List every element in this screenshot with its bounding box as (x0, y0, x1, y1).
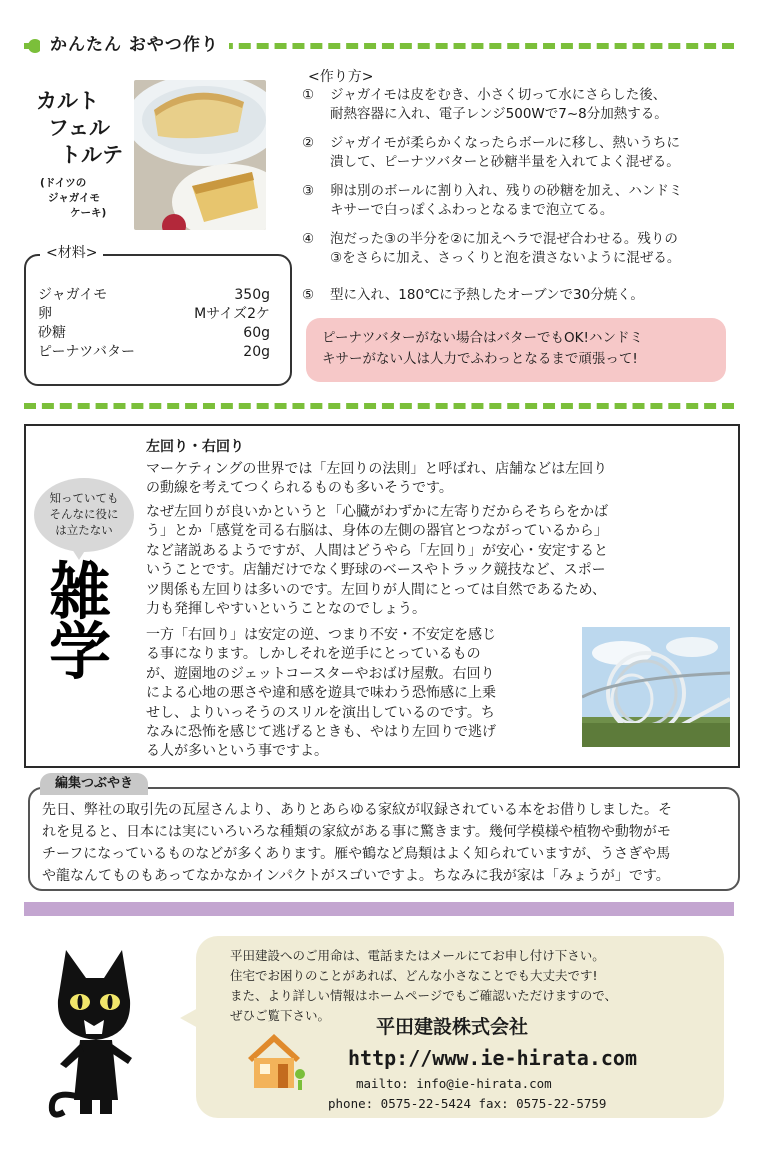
bubble-line: 知っていても (49, 491, 119, 505)
website-link[interactable]: http://www.ie-hirata.com (348, 1046, 637, 1070)
method-step (302, 286, 728, 305)
editor-line: や龍なんてものもあってなかなかインパクトがスゴいですよ。ちなみに我が家は「みょうが」です。 (42, 868, 670, 884)
step-number: ④ (302, 231, 315, 247)
trivia-kanji-zatsu: 雑 (48, 555, 111, 628)
method-title: <作り方> (308, 69, 374, 85)
ingredient-name: ピーナツバター (38, 344, 136, 360)
method-step (302, 230, 728, 268)
trivia-title: 左回り・右回り (146, 439, 244, 455)
para-line: 一方「右回り」は安定の逆、つまり不安・不安定を感じ (146, 627, 496, 643)
step-line: ③をさらに加え、さっくりと泡を潰さないように混ぜる。 (330, 250, 681, 266)
para-line: マーケティングの世界では「左回りの法則」と呼ばれ、店舗などは左回り (146, 461, 608, 477)
ingredient-amount: Mサイズ2ケ (194, 306, 270, 322)
step-line: ジャガイモは皮をむき、小さく切って水にさらした後、 (330, 87, 667, 103)
ingredient-amount: 60g (243, 325, 270, 341)
editor-note-tab: 編集つぶやき (40, 773, 148, 795)
para-line: など諸説あるようですが、人間はどうやら「左回り」が安心・安定すると (146, 542, 608, 559)
editor-line: チーフになっているものなどが多くあります。雁や鶴など鳥類はよく知られていますが、うさぎや馬 (42, 846, 671, 862)
trivia-paragraph-3 (146, 626, 496, 762)
step-line: 卵は別のボールに割り入れ、残りの砂糖を加え、ハンドミ (330, 183, 683, 199)
black-cat-illustration-icon (40, 940, 150, 1120)
para-line: る事になります。しかしそれを逆手にとっているもの (146, 646, 481, 663)
cake-photo (134, 80, 266, 230)
editor-note-box (28, 787, 740, 891)
para-line: なみに恐怖を感じて逃げるときも、やはり左回りで逃げ (146, 724, 496, 741)
step-number: ① (302, 87, 315, 103)
tip-note-line: キサーがない人は人力でふわっとなるまで頑張って! (322, 351, 638, 367)
footer-line: 住宅でお困りのことがあれば、どんな小さなことでも大丈夫です! (230, 968, 598, 983)
trivia-paragraph-1 (146, 460, 607, 499)
ingredient-amount: 350g (234, 287, 270, 303)
step-line: ジャガイモが柔らかくなったらボールに移し、熱いうちに (330, 135, 681, 151)
tip-note (306, 318, 726, 382)
para-line: が、遊園地のジェットコースターやおばけ屋敷。右回り (146, 665, 495, 682)
para-line: 力も発揮しやすいということなのでしょう。 (146, 601, 426, 618)
bubble-line: は立たない (55, 523, 113, 537)
step-number: ③ (302, 183, 315, 199)
method-step (302, 86, 728, 124)
dish-name-line: フェル (48, 116, 110, 140)
para-line: による心地の悪さや違和感を遊具で味わう恐怖感に上乗 (146, 685, 496, 702)
para-line: せし、よりいっそうのスリルを演出しているのです。ち (146, 704, 495, 721)
house-logo-icon (244, 1030, 308, 1092)
para-line: る人が多いという事ですよ。 (146, 743, 328, 760)
section-divider-bar (24, 902, 734, 916)
bubble-line: そんなに役に (49, 507, 119, 521)
para-line: の動線を考えてつくられるものも多いそうです。 (146, 480, 453, 497)
trivia-speech-bubble (34, 478, 134, 552)
step-number: ⑤ (302, 287, 315, 303)
editor-line: れを見ると、日本には実にいろいろな種類の家紋がある事に驚きます。幾何学模様や植物や動物がモ (42, 824, 671, 840)
trivia-paragraph-2 (146, 503, 608, 619)
tip-note-line: ピーナツバターがない場合はバターでもOK!ハンドミ (322, 330, 643, 346)
footer-bubble-tail (180, 1008, 198, 1028)
dish-name-line: トルテ (60, 143, 123, 167)
roller-coaster-photo (582, 627, 730, 747)
para-line: なぜ左回りが良いかというと「心臓がわずかに左寄りだからそちらをかば (146, 504, 608, 520)
method-step (302, 182, 728, 220)
company-name: 平田建設株式会社 (376, 1016, 529, 1038)
method-step (302, 134, 728, 172)
dish-subtitle-line: (ドイツの (40, 177, 87, 189)
step-line: 潰して、ピーナツバターと砂糖半量を入れてよく混ぜる。 (330, 154, 680, 170)
footer-line: また、より詳しい情報はホームページでもご確認いただけますので、 (230, 988, 618, 1003)
editor-line: 先日、弊社の取引先の瓦屋さんより、ありとあらゆる家紋が収録されている本をお借りしました。そ (42, 802, 672, 818)
ingredient-name: 卵 (38, 306, 52, 322)
ingredient-name: 砂糖 (38, 325, 66, 341)
ingredient-amount: 20g (243, 344, 270, 360)
recipe-header: かんたん おやつ作り (40, 33, 229, 57)
step-line: 型に入れ、180℃に予熱したオーブンで30分焼く。 (330, 287, 644, 303)
dish-subtitle (40, 176, 140, 221)
para-line: いうことです。店舗だけでなく野球のベースやトラック競技など、スポー (146, 562, 606, 579)
dish-subtitle-line: ケーキ) (70, 207, 107, 219)
dish-name-line: カルト (36, 89, 99, 113)
phone-fax: phone: 0575-22-5424 fax: 0575-22-5759 (328, 1096, 607, 1111)
trivia-kanji-gaku: 学 (48, 615, 111, 688)
step-line: キサーで白っぽくふわっとなるまで泡立てる。 (330, 202, 614, 218)
mail-link[interactable]: mailto: info@ie-hirata.com (356, 1076, 552, 1091)
dish-name (36, 88, 136, 169)
recipe-bottom-divider (24, 403, 734, 409)
dish-subtitle-line: ジャガイモ (48, 192, 100, 204)
ingredients-title: <材料> (40, 244, 103, 262)
footer-line: 平田建設へのご用命は、電話またはメールにてお申し付け下さい。 (230, 948, 605, 963)
step-number: ② (302, 135, 315, 151)
step-line: 耐熱容器に入れ、電子レンジ500Wで7~8分加熱する。 (330, 106, 668, 122)
ingredient-name: ジャガイモ (38, 287, 108, 303)
step-line: 泡だった③の半分を②に加えヘラで混ぜ合わせる。残りの (330, 231, 678, 247)
footer-line: ぜひご覧下さい。 (230, 1008, 331, 1023)
para-line: う」とか「感覚を司る右脳は、身体の左側の器官とつながっているから」 (146, 523, 608, 540)
para-line: ツ関係も左回りは多いのです。左回りが人間にとっては自然であるため、 (146, 581, 607, 598)
